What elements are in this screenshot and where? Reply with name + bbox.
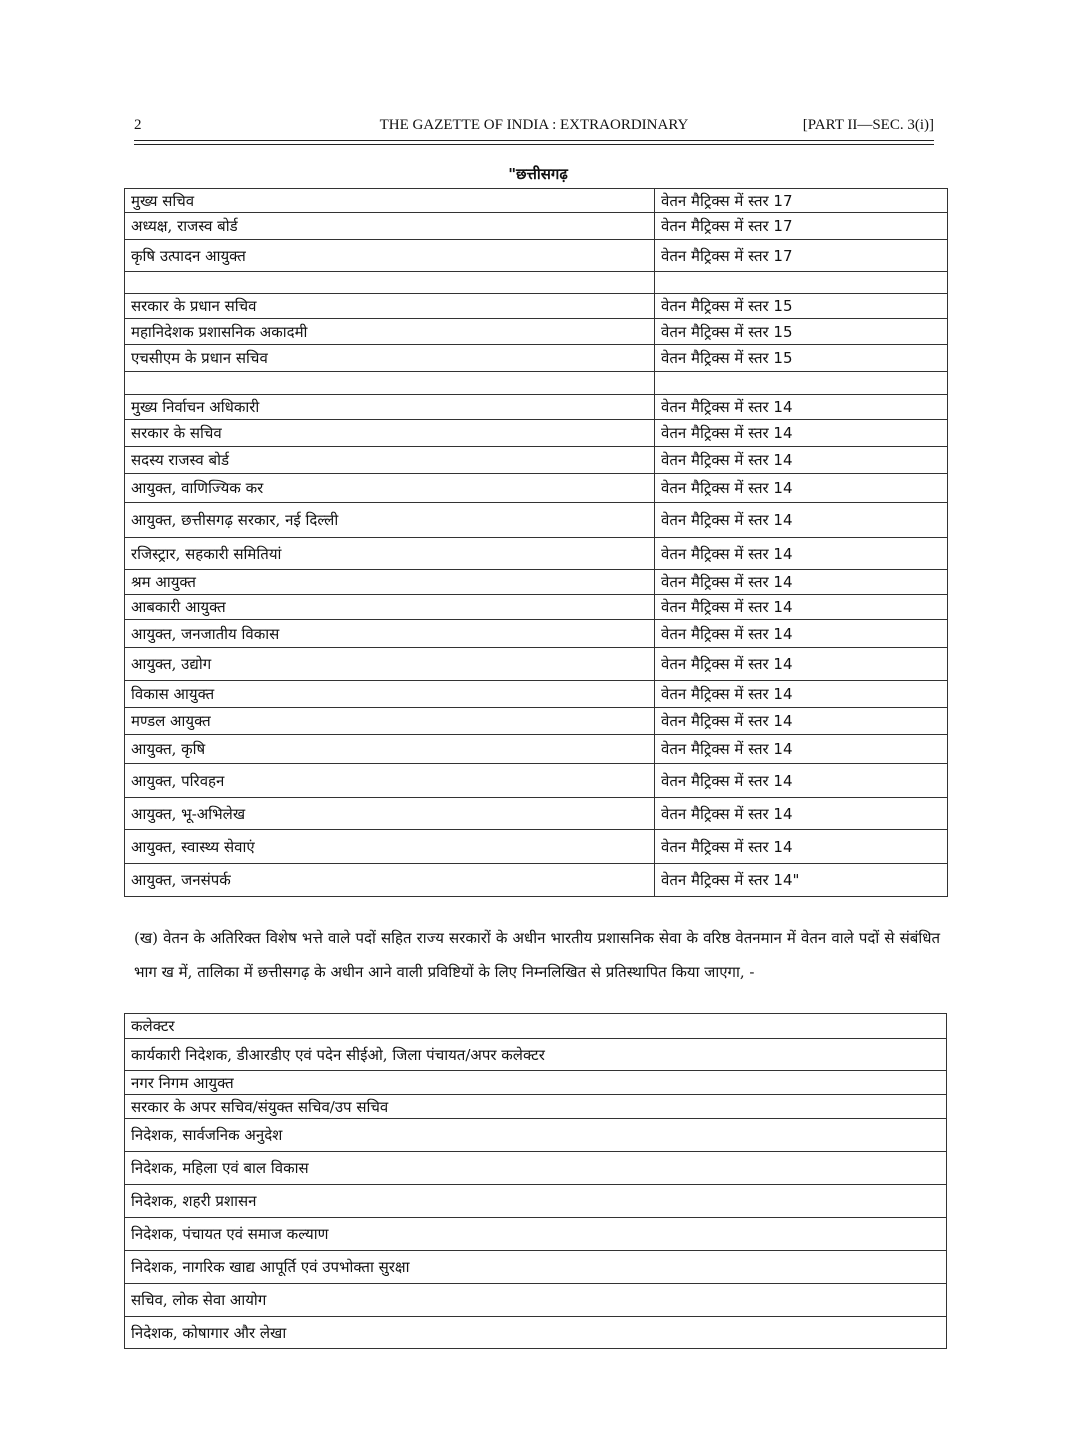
table-row: [125, 620, 948, 648]
table-row: [125, 372, 948, 395]
pay-level: वेतन मैट्रिक्स में स्तर 14: [655, 620, 948, 648]
pay-level: वेतन मैट्रिक्स में स्तर 17: [655, 213, 948, 240]
pay-level: वेतन मैट्रिक्स में स्तर 14: [655, 648, 948, 681]
pay-level: वेतन मैट्रिक्स में स्तर 14: [655, 474, 948, 503]
post-name: आयुक्त, परिवहन: [125, 764, 655, 798]
table-row: [125, 1185, 947, 1218]
post-name: रजिस्ट्रार, सहकारी समितियां: [125, 538, 655, 570]
table-row: [125, 1152, 947, 1185]
table-row: [125, 240, 948, 272]
table-row: [125, 1284, 947, 1317]
post-name: कृषि उत्पादन आयुक्त: [125, 240, 655, 272]
header-rule-top: [134, 140, 934, 141]
post-name: आयुक्त, छत्तीसगढ़ सरकार, नई दिल्ली: [125, 503, 655, 538]
pay-level: वेतन मैट्रिक्स में स्तर 14: [655, 570, 948, 595]
post-name: सचिव, लोक सेवा आयोग: [125, 1284, 947, 1317]
post-name: निदेशक, सार्वजनिक अनुदेश: [125, 1119, 947, 1152]
table-row: [125, 681, 948, 708]
table-row: [125, 798, 948, 830]
pay-level: वेतन मैट्रिक्स में स्तर 15: [655, 294, 948, 319]
post-name: नगर निगम आयुक्त: [125, 1071, 947, 1095]
gazette-title: THE GAZETTE OF INDIA : EXTRAORDINARY: [379, 117, 689, 133]
pay-level: वेतन मैट्रिक्स में स्तर 14: [655, 798, 948, 830]
table-row: [125, 830, 948, 864]
pay-level: वेतन मैट्रिक्स में स्तर 14: [655, 764, 948, 798]
pay-level: [655, 372, 948, 395]
pay-level: वेतन मैट्रिक्स में स्तर 14: [655, 447, 948, 474]
section-heading: "छत्तीसगढ़: [508, 165, 568, 183]
table-row: [125, 708, 948, 735]
pay-level: वेतन मैट्रिक्स में स्तर 14: [655, 503, 948, 538]
pay-level: वेतन मैट्रिक्स में स्तर 14: [655, 735, 948, 764]
post-name: मण्डल आयुक्त: [125, 708, 655, 735]
table-row: [125, 764, 948, 798]
pay-level: वेतन मैट्रिक्स में स्तर 14: [655, 681, 948, 708]
pay-level: वेतन मैट्रिक्स में स्तर 15: [655, 345, 948, 372]
table-row: [125, 1218, 947, 1251]
post-name: आयुक्त, वाणिज्यिक कर: [125, 474, 655, 503]
table-row: [125, 1039, 947, 1071]
post-name: आयुक्त, स्वास्थ्य सेवाएं: [125, 830, 655, 864]
post-name: [125, 372, 655, 395]
pay-level: वेतन मैट्रिक्स में स्तर 15: [655, 319, 948, 345]
page-header: [134, 117, 934, 139]
table-row: [125, 1095, 947, 1119]
table-row: [125, 395, 948, 420]
post-name: निदेशक, कोषागार और लेखा: [125, 1317, 947, 1349]
table-row: [125, 294, 948, 319]
senior-scale-posts-table: [124, 1013, 947, 1349]
pay-level: वेतन मैट्रिक्स में स्तर 14: [655, 395, 948, 420]
table-row: [125, 1251, 947, 1284]
post-name: मुख्य निर्वाचन अधिकारी: [125, 395, 655, 420]
pay-level-table: [124, 188, 948, 897]
post-name: सरकार के प्रधान सचिव: [125, 294, 655, 319]
table-row: [125, 595, 948, 620]
table-row: [125, 503, 948, 538]
table-row: [125, 319, 948, 345]
post-name: श्रम आयुक्त: [125, 570, 655, 595]
pay-level: वेतन मैट्रिक्स में स्तर 14: [655, 830, 948, 864]
post-name: सदस्य राजस्व बोर्ड: [125, 447, 655, 474]
table-row: [125, 213, 948, 240]
post-name: महानिदेशक प्रशासनिक अकादमी: [125, 319, 655, 345]
post-name: आयुक्त, कृषि: [125, 735, 655, 764]
table-row: [125, 474, 948, 503]
pay-level: वेतन मैट्रिक्स में स्तर 17: [655, 240, 948, 272]
post-name: [125, 272, 655, 294]
post-name: आयुक्त, भू-अभिलेख: [125, 798, 655, 830]
table-row: [125, 735, 948, 764]
table-row: [125, 189, 948, 213]
table-row: [125, 420, 948, 447]
post-name: कार्यकारी निदेशक, डीआरडीए एवं पदेन सीईओ, जिला पंचायत/अपर कलेक्टर: [125, 1039, 947, 1071]
post-name: एचसीएम के प्रधान सचिव: [125, 345, 655, 372]
post-name: सरकार के सचिव: [125, 420, 655, 447]
table-row: [125, 864, 948, 897]
table-row: [125, 447, 948, 474]
post-name: सरकार के अपर सचिव/संयुक्त सचिव/उप सचिव: [125, 1095, 947, 1119]
table-row: [125, 272, 948, 294]
pay-level: [655, 272, 948, 294]
post-name: आयुक्त, जनसंपर्क: [125, 864, 655, 897]
post-name: आयुक्त, जनजातीय विकास: [125, 620, 655, 648]
table-row: [125, 538, 948, 570]
table-row: [125, 345, 948, 372]
pay-level: वेतन मैट्रिक्स में स्तर 17: [655, 189, 948, 213]
table-row: [125, 1119, 947, 1152]
post-name: मुख्य सचिव: [125, 189, 655, 213]
table-row: [125, 648, 948, 681]
pay-level: वेतन मैट्रिक्स में स्तर 14: [655, 538, 948, 570]
page-number: 2: [134, 117, 142, 133]
post-name: आबकारी आयुक्त: [125, 595, 655, 620]
pay-level: वेतन मैट्रिक्स में स्तर 14: [655, 708, 948, 735]
table-row: [125, 1071, 947, 1095]
post-name: कलेक्टर: [125, 1014, 947, 1039]
post-name: अध्यक्ष, राजस्व बोर्ड: [125, 213, 655, 240]
post-name: निदेशक, नागरिक खाद्य आपूर्ति एवं उपभोक्ता सुरक्षा: [125, 1251, 947, 1284]
part-section: [PART II—SEC. 3(i)]: [802, 117, 934, 133]
header-rule-bottom: [134, 144, 934, 145]
pay-level: वेतन मैट्रिक्स में स्तर 14": [655, 864, 948, 897]
post-name: विकास आयुक्त: [125, 681, 655, 708]
post-name: निदेशक, पंचायत एवं समाज कल्याण: [125, 1218, 947, 1251]
post-name: निदेशक, शहरी प्रशासन: [125, 1185, 947, 1218]
post-name: आयुक्त, उद्योग: [125, 648, 655, 681]
table-row: [125, 570, 948, 595]
amendment-paragraph: (ख) वेतन के अतिरिक्त विशेष भत्ते वाले पदों सहित राज्य सरकारों के अधीन भारतीय प्रशासनिक सेवा के वरिष्ठ वेतनमान में वेतन वाले पदों से संबंधित भाग ख में, तालिका में छत्तीसगढ़ के अधीन आने वाली प्रविष्टियों के लिए निम्नलिखित से प्रतिस्थापित किया जाएगा, -: [134, 929, 940, 981]
table-row: [125, 1014, 947, 1039]
table-row: [125, 1317, 947, 1349]
post-name: निदेशक, महिला एवं बाल विकास: [125, 1152, 947, 1185]
pay-level: वेतन मैट्रिक्स में स्तर 14: [655, 595, 948, 620]
pay-level: वेतन मैट्रिक्स में स्तर 14: [655, 420, 948, 447]
